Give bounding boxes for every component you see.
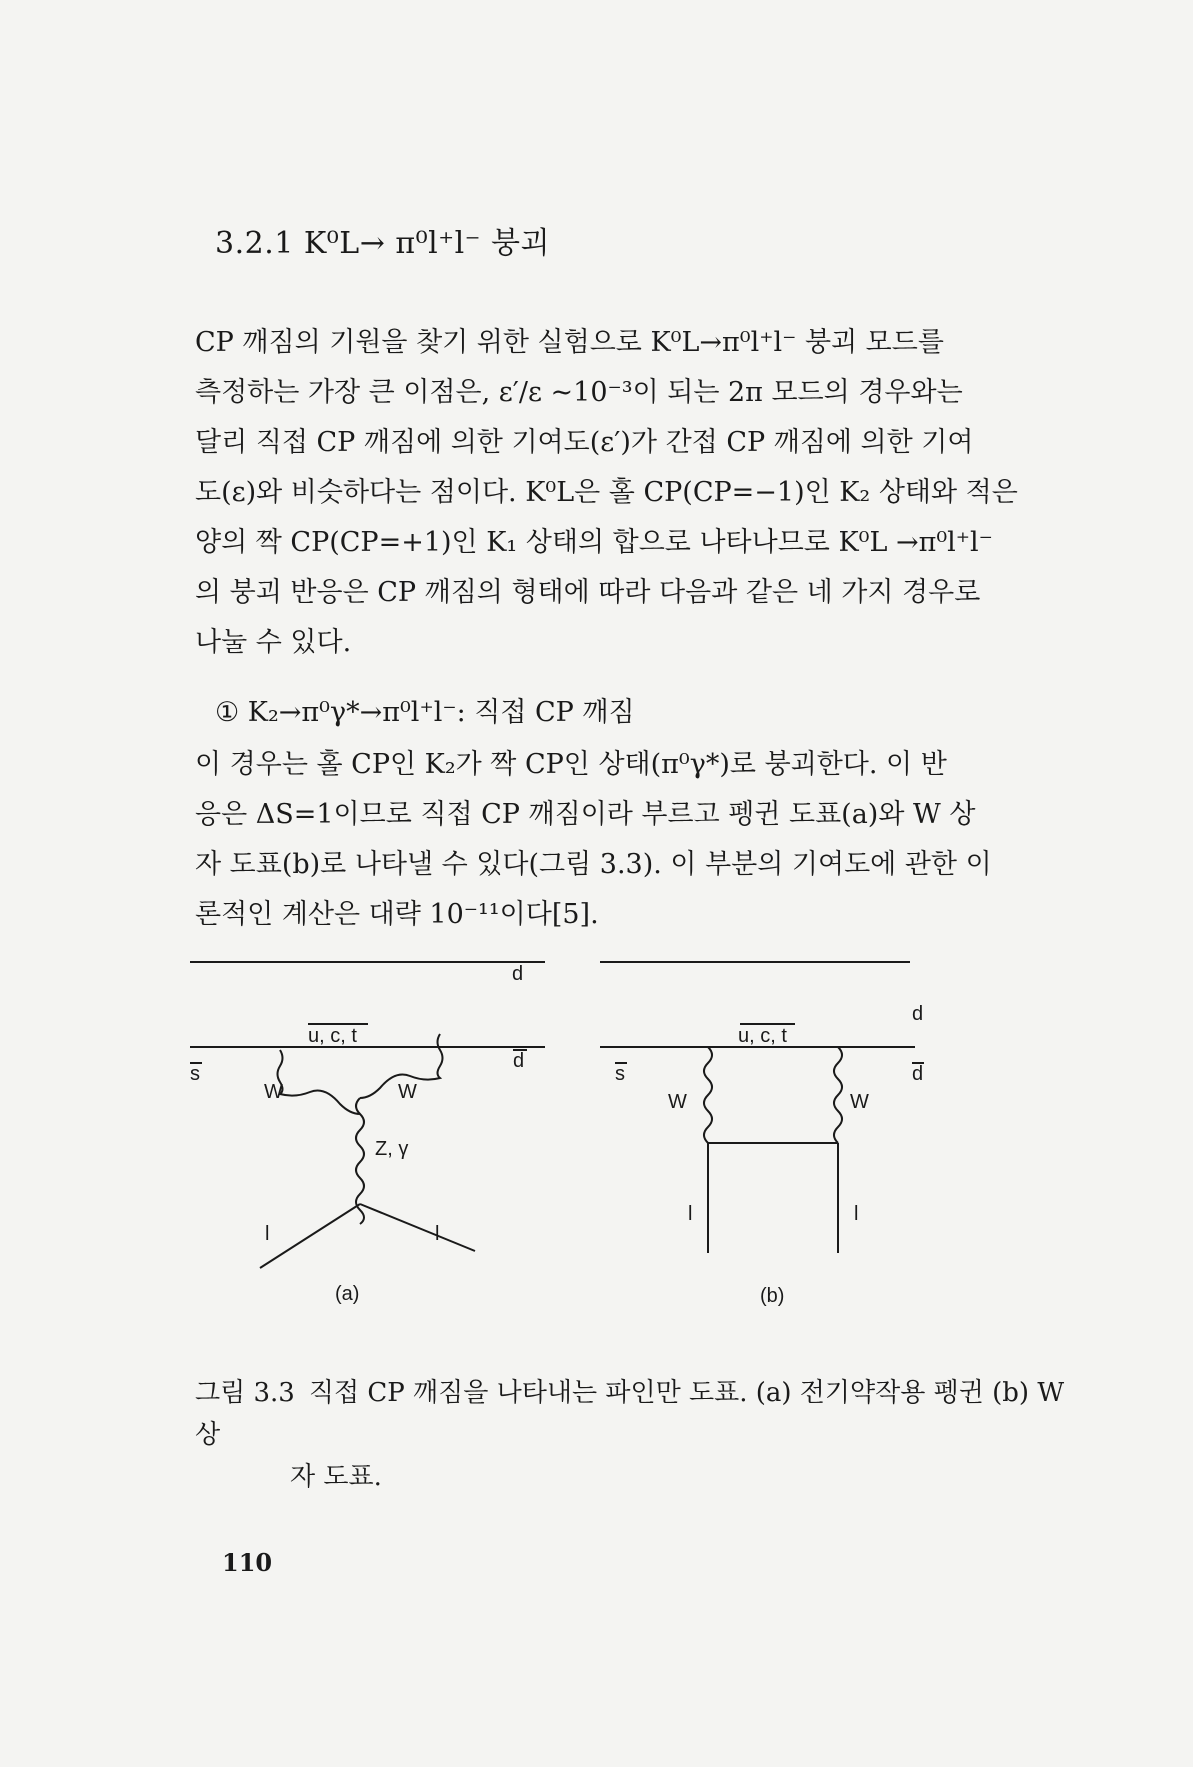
intro-line: CP 깨짐의 기원을 찾기 위한 실험으로 K⁰L→π⁰l⁺l⁻ 붕괴 모드를 [195, 327, 944, 358]
w-boson-right-b [834, 1047, 842, 1143]
figure-caption [195, 1372, 1065, 1498]
label-s-b: s [615, 1063, 625, 1085]
intro-paragraph [195, 318, 1065, 668]
intro-line: 측정하는 가장 큰 이점은, ε′/ε ~10⁻³이 되는 2π 모드의 경우와는 [195, 377, 963, 408]
label-quarks-a: u, c, t [308, 1025, 357, 1047]
intro-line: 의 붕괴 반응은 CP 깨짐의 형태에 따라 다음과 같은 네 가지 경우로 [195, 577, 981, 608]
feynman-figure [190, 950, 1070, 1370]
w-boson-left-b [704, 1047, 712, 1143]
intro-line: 양의 짝 CP(CP=+1)인 K₁ 상태의 합으로 나타나므로 K⁰L →π⁰l⁺l⁻ [195, 527, 993, 558]
intro-line: 도(ε)와 비슷하다는 점이다. K⁰L은 홀 CP(CP=−1)인 K₂ 상태와 적은 [195, 477, 1018, 508]
label-dbar-b: d [912, 1063, 924, 1085]
panel-label-b: (b) [760, 1285, 785, 1307]
panel-label-a: (a) [335, 1283, 360, 1305]
caption-line1: 직접 CP 깨짐을 나타내는 파인만 도표. (a) 전기약작용 펭귄 (b) W 상 [195, 1378, 1065, 1450]
label-s-a: s [190, 1063, 200, 1085]
label-w-left-a: W [264, 1081, 283, 1103]
label-lepton-right-b: l [854, 1203, 859, 1225]
case1-line: 응은 ΔS=1이므로 직접 CP 깨짐이라 부르고 펭귄 도표(a)와 W 상 [195, 799, 976, 830]
w-box-diagram [600, 962, 924, 1253]
label-quarks-b: u, c, t [738, 1025, 787, 1047]
caption-number: 그림 3.3 [195, 1378, 295, 1408]
case1-paragraph [195, 740, 1065, 940]
label-lepton-left-a: l [265, 1223, 270, 1245]
w-boson-left-a [278, 1050, 361, 1114]
case1-heading: ① K₂→π⁰γ*→π⁰l⁺l⁻: 직접 CP 깨짐 [215, 697, 635, 728]
label-d-top-a: d [512, 963, 524, 985]
label-d-top-b: d [912, 1003, 924, 1025]
label-z-gamma-a: Z, γ [375, 1138, 409, 1160]
intro-line: 달리 직접 CP 깨짐에 의한 기여도(ε′)가 간접 CP 깨짐에 의한 기여 [195, 427, 974, 458]
label-w-left-b: W [668, 1091, 687, 1113]
label-dbar-a: d [513, 1050, 525, 1072]
caption-line2: 자 도표. [290, 1462, 382, 1492]
label-w-right-a: W [398, 1081, 417, 1103]
label-w-right-b: W [850, 1091, 869, 1113]
penguin-diagram [190, 962, 545, 1268]
case1-line: 자 도표(b)로 나타낼 수 있다(그림 3.3). 이 부분의 기여도에 관한 이 [195, 849, 992, 880]
intro-line: 나눌 수 있다. [195, 627, 352, 658]
page-number: 110 [222, 1548, 273, 1577]
label-lepton-right-a: l [435, 1223, 440, 1245]
feynman-diagrams [190, 950, 1070, 1370]
lepton-line-left-a [260, 1204, 360, 1268]
label-lepton-left-b: l [688, 1203, 693, 1225]
section-title: 3.2.1 K⁰L→ π⁰l⁺l⁻ 붕괴 [215, 226, 551, 261]
case1-line: 론적인 계산은 대략 10⁻¹¹이다[5]. [195, 899, 599, 930]
lepton-line-right-a [360, 1204, 475, 1251]
case1-line: 이 경우는 홀 CP인 K₂가 짝 CP인 상태(π⁰γ*)로 붕괴한다. 이 반 [195, 749, 947, 780]
